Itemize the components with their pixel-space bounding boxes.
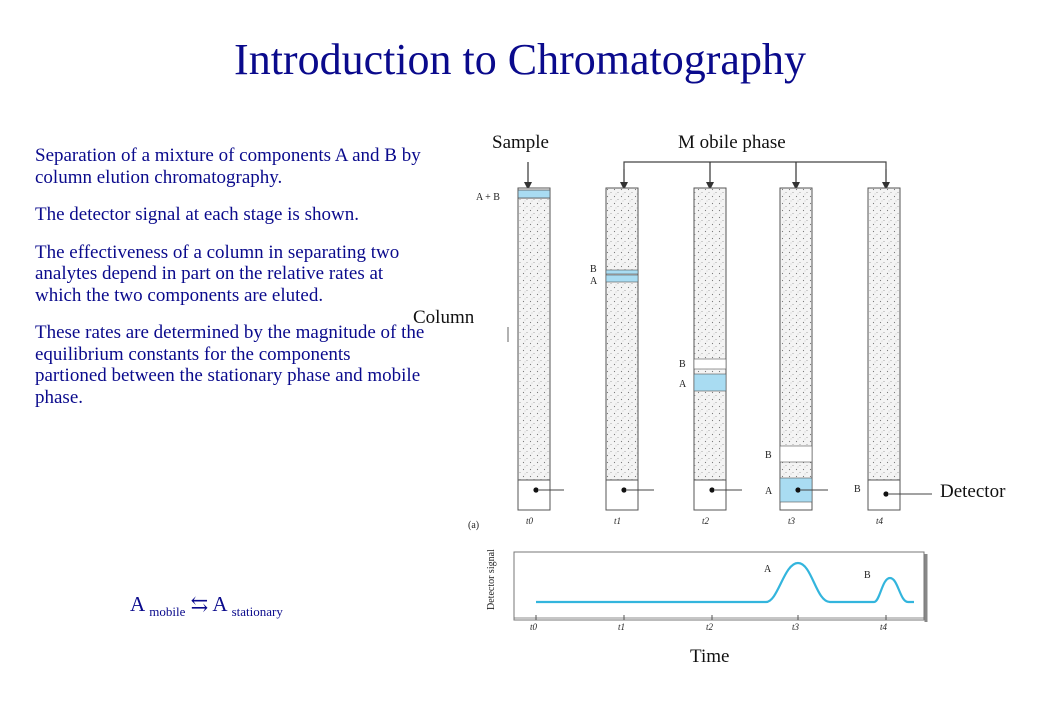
band-a-label: A: [765, 486, 773, 497]
column-time-label-t2: t2: [702, 516, 710, 526]
band-b-label: B: [679, 359, 686, 370]
band-b-label: B: [765, 450, 772, 461]
equation-right-sub: stationary: [231, 604, 283, 620]
column-t1: [590, 169, 654, 526]
axis-time-label-t4: t4: [880, 622, 888, 630]
peak-a-label: A: [764, 564, 772, 575]
equation-right: A: [212, 592, 227, 616]
label-detector: Detector: [940, 481, 1006, 502]
band-b: [780, 446, 812, 462]
band-mixture-label: A + B: [476, 192, 500, 203]
band-b: [606, 270, 638, 274]
band-mixture: [518, 190, 550, 198]
label-sample: Sample: [492, 132, 549, 153]
column-time-label-t0: t0: [526, 516, 534, 526]
column-time-label-t1: t1: [614, 516, 622, 526]
paragraph-detector-signal: The detector signal at each stage is shown.: [35, 204, 359, 225]
panel-label: (a): [468, 520, 480, 531]
axis-time-label-t2: t2: [706, 622, 714, 630]
axis-time-label-t3: t3: [792, 622, 800, 630]
mobile-phase-bracket: [624, 162, 886, 169]
column-time-label-t4: t4: [876, 516, 884, 526]
label-mobile-phase: M obile phase: [678, 132, 786, 153]
band-b-label: B: [854, 484, 861, 495]
paragraph-rates: These rates are determined by the magnitude of the equilibrium constants for the components partioned between the stationary phase and mobile phase.: [35, 322, 425, 408]
detector-signal-axis-label: Detector signal: [486, 549, 497, 610]
band-a: [606, 275, 638, 282]
column-t2: [679, 162, 742, 526]
slide-title: Introduction to Chromatography: [234, 35, 806, 84]
band-b-label: B: [590, 264, 597, 275]
column-t4: [854, 169, 932, 526]
equilibrium-equation: [130, 592, 283, 620]
equation-left-sub: mobile: [149, 604, 186, 620]
body-text: [35, 145, 425, 424]
peak-b-label: B: [864, 570, 871, 581]
column-t3: [765, 162, 828, 526]
band-a: [694, 374, 726, 391]
label-time: Time: [690, 646, 730, 667]
band-b: [694, 359, 726, 369]
column-time-label-t3: t3: [788, 516, 796, 526]
equilibrium-arrow-icon: ⇆: [190, 592, 209, 616]
band-a-label: A: [590, 276, 598, 287]
axis-time-label-t0: t0: [530, 622, 538, 630]
paragraph-separation: Separation of a mixture of components A and B by column elution chromatography.: [35, 145, 421, 188]
band-a-label: A: [679, 379, 687, 390]
paragraph-effectiveness: The effectiveness of a column in separating two analytes depend in part on the relative rates at which the two components are eluted.: [35, 241, 400, 306]
chromatography-figure: [466, 160, 936, 630]
equation-left: A: [130, 592, 145, 616]
axis-time-label-t1: t1: [618, 622, 626, 630]
detector-signal-plot: [486, 549, 926, 630]
label-column: Column: [413, 307, 475, 328]
column-t0: [476, 162, 564, 526]
